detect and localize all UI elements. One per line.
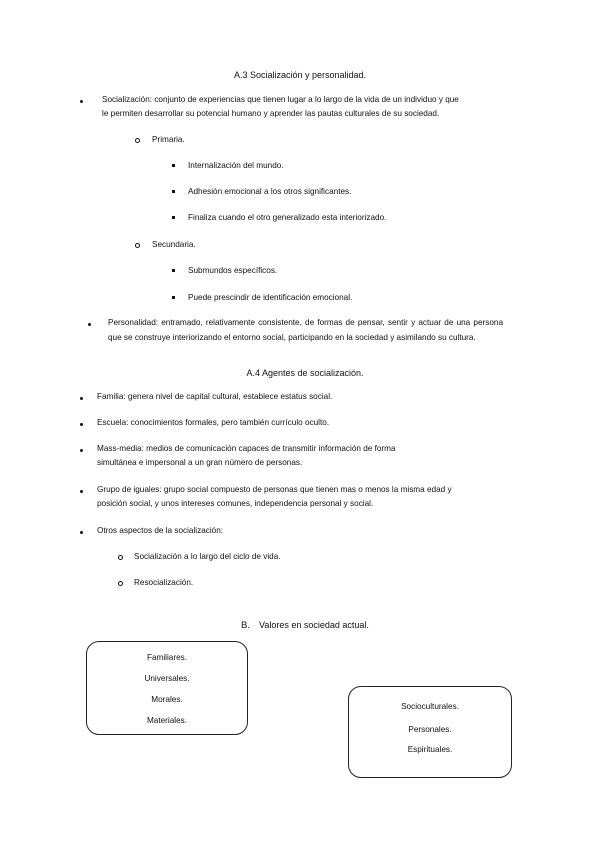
secundaria-item: Submundos específicos.	[188, 266, 278, 275]
primaria-item: Internalización del mundo.	[188, 161, 284, 170]
primaria-item: Finaliza cuando el otro generalizado esta interiorizado.	[188, 213, 387, 222]
section-a3-title: A.3 Socialización y personalidad.	[233, 70, 367, 80]
otros-item: Socialización a lo largo del ciclo de vida.	[134, 552, 281, 561]
value-item: Materiales.	[146, 716, 188, 725]
section-b-title: Valores en sociedad actual.	[259, 620, 369, 630]
grupo-line-2: posición social, y unos intereses comunes, independencia personal y social.	[97, 499, 374, 508]
bullet-dot	[80, 100, 83, 103]
square-bullet	[172, 296, 175, 299]
massmedia-line-2: simultánea e impersonal a un gran número de personas.	[97, 458, 303, 467]
section-b-letter: B.	[241, 620, 250, 631]
bullet-dot	[80, 423, 83, 426]
value-item: Familiares.	[146, 653, 188, 662]
circle-bullet	[135, 138, 140, 143]
value-item: Personales.	[408, 725, 452, 734]
secundaria-item: Puede prescindir de identificación emocional.	[188, 293, 353, 302]
socializacion-line-1: Socialización: conjunto de experiencias que tienen lugar a lo largo de la vida de un individuo y que	[102, 95, 459, 104]
values-box-left	[86, 641, 248, 735]
grupo-line-1: Grupo de iguales: grupo social compuesto de personas que tienen mas o menos la misma edad y	[97, 485, 452, 494]
section-a4-title: A.4 Agentes de socialización.	[246, 368, 364, 378]
value-item: Universales.	[144, 674, 190, 683]
bullet-dot	[80, 397, 83, 400]
circle-bullet	[135, 243, 140, 248]
primaria-item: Adhesión emocional a los otros significantes.	[188, 187, 352, 196]
square-bullet	[172, 190, 175, 193]
primaria-label: Primaria.	[152, 135, 185, 144]
bullet-dot	[88, 323, 91, 326]
circle-bullet	[118, 581, 123, 586]
square-bullet	[172, 269, 175, 272]
value-item: Morales.	[151, 695, 183, 704]
square-bullet	[172, 216, 175, 219]
square-bullet	[172, 164, 175, 167]
otros-item: Resocialización.	[134, 578, 194, 587]
massmedia-line-1: Mass-media: medios de comunicación capaces de transmitir información de forma	[97, 444, 396, 453]
circle-bullet	[118, 555, 123, 560]
value-item: Espirituales.	[407, 745, 453, 754]
otros-text: Otros aspectos de la socialización:	[97, 526, 224, 535]
bullet-dot	[80, 490, 83, 493]
familia-text: Familia: genera nivel de capital cultural, establece estatus social.	[97, 392, 333, 401]
socializacion-line-2: le permiten desarrollar su potencial humano y aprender las pautas culturales de su sociedad.	[102, 109, 440, 118]
bullet-dot	[80, 449, 83, 452]
values-box-right	[348, 686, 512, 778]
secundaria-label: Secundaria.	[152, 240, 196, 249]
value-item: Socioculturales.	[401, 702, 459, 711]
escuela-text: Escuela: conocimientos formales, pero también currículo oculto.	[97, 418, 330, 427]
bullet-dot	[80, 531, 83, 534]
personalidad-paragraph: Personalidad: entramado, relativamente consistente, de formas de pensar, sentir y actuar de una persona que se construye interiorizando el entorno social, participando en la sociedad y asimilando su cultura.	[108, 318, 503, 342]
